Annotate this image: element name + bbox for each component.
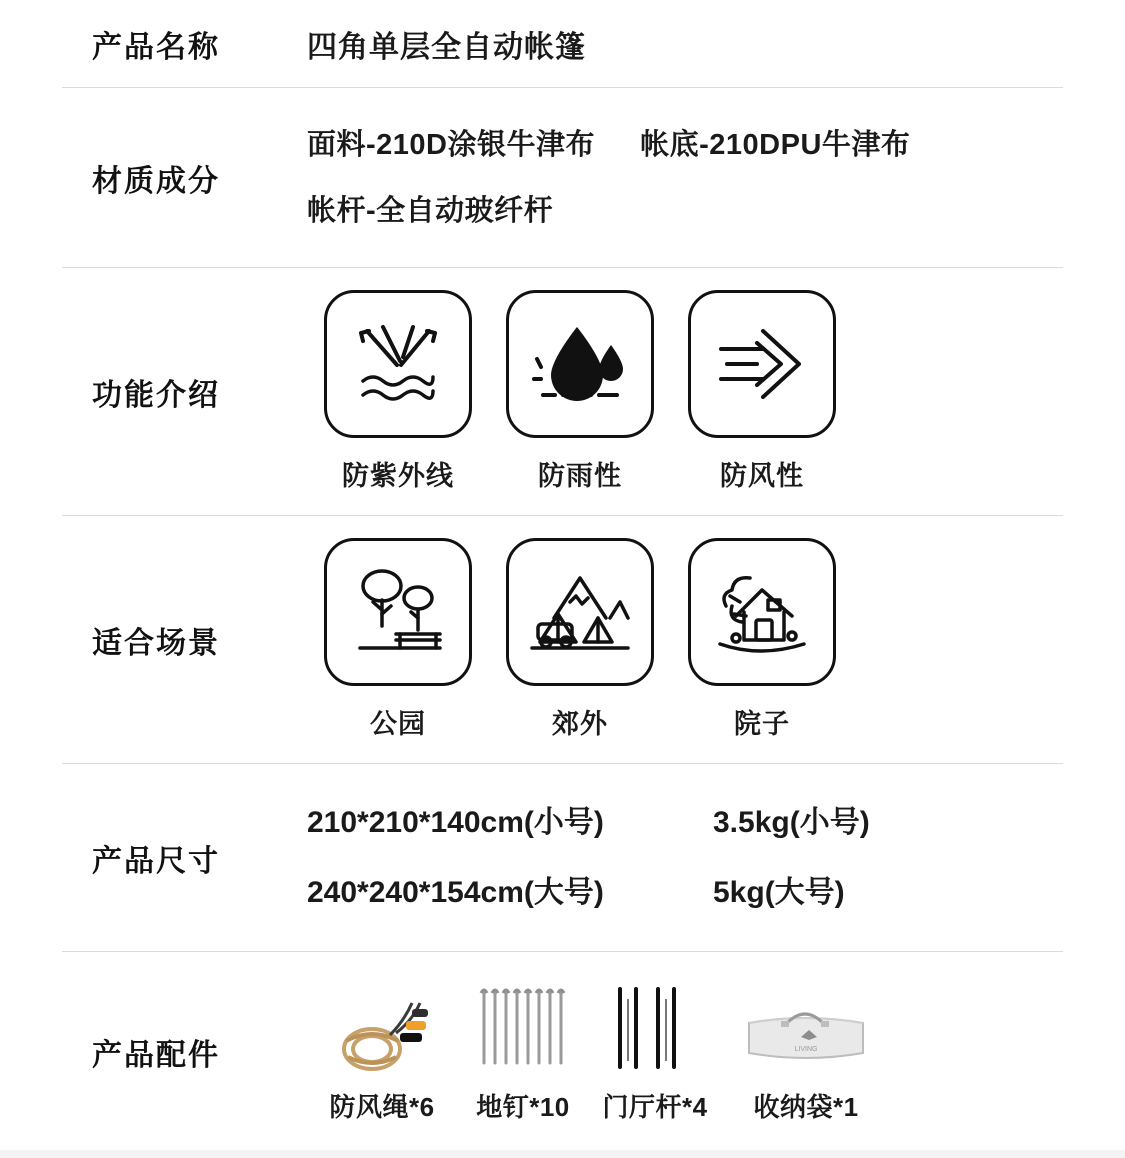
windproof-icon (688, 290, 836, 438)
tent-stake-icon (468, 981, 578, 1077)
material-floor: 帐底-210DPU牛津布 (640, 128, 911, 161)
feature-caption-rain: 防雨性 (538, 461, 622, 491)
yard-icon (688, 538, 836, 686)
spec-row-size (62, 764, 1063, 952)
scene-icon-group (307, 538, 1063, 741)
scene-caption-park: 公园 (370, 709, 426, 739)
spec-row-accessories (62, 952, 1063, 1152)
top-strip (0, 0, 1125, 4)
uv-protection-icon (324, 290, 472, 438)
row-value-material (307, 88, 1063, 267)
accessory-item-rope (307, 981, 457, 1124)
row-label-accessories: 产品配件 (92, 1039, 220, 1072)
row-label-material: 材质成分 (92, 164, 220, 198)
material-fabric: 面料-210D涂银牛津布 (307, 128, 595, 161)
product-name-text: 四角单层全自动帐篷 (307, 30, 586, 64)
park-icon (324, 538, 472, 686)
awning-pole-icon (600, 981, 710, 1077)
material-pole: 帐杆-全自动玻纤杆 (307, 194, 554, 227)
size-weight-large: 5kg(大号) (713, 875, 845, 909)
row-value-product-name (307, 0, 1063, 87)
spec-row-features (62, 268, 1063, 516)
scene-item-yard (671, 538, 853, 741)
spec-row-scenes (62, 516, 1063, 764)
accessory-caption-rope: 防风绳*6 (329, 1091, 435, 1122)
rainproof-icon (506, 290, 654, 438)
accessory-caption-bag: 收纳袋*1 (753, 1091, 859, 1122)
row-label-product-name: 产品名称 (92, 30, 220, 64)
feature-caption-wind: 防风性 (720, 461, 804, 491)
size-weight-small: 3.5kg(小号) (713, 805, 870, 839)
spec-row-material (62, 88, 1063, 268)
scene-caption-yard: 院子 (734, 709, 790, 739)
outdoors-icon (506, 538, 654, 686)
row-label-size: 产品尺寸 (92, 844, 220, 878)
row-value-scenes (307, 516, 1063, 763)
size-line-large (307, 858, 1063, 928)
bottom-strip (0, 1150, 1125, 1158)
material-line-2 (307, 178, 1063, 244)
svg-text:LIVING: LIVING (794, 1045, 818, 1053)
size-dimension-large: 240*240*154cm(大号) (307, 875, 604, 909)
size-dimension-small: 210*210*140cm(小号) (307, 805, 604, 839)
accessory-caption-stake: 地钉*10 (476, 1091, 570, 1122)
feature-item-wind (671, 290, 853, 493)
spec-row-product-name (62, 0, 1063, 88)
storage-bag-icon (731, 981, 881, 1077)
feature-caption-uv: 防紫外线 (342, 461, 454, 491)
feature-item-rain (489, 290, 671, 493)
accessory-item-stake (457, 981, 589, 1124)
guy-rope-icon (322, 981, 442, 1077)
feature-icon-group (307, 290, 1063, 493)
scene-item-outdoors (489, 538, 671, 741)
row-value-features (307, 268, 1063, 515)
accessory-group (307, 981, 1063, 1124)
scene-caption-outdoors: 郊外 (552, 709, 608, 739)
scene-item-park (307, 538, 489, 741)
row-label-features: 功能介绍 (92, 378, 220, 412)
row-value-size (307, 764, 1063, 951)
row-label-scenes: 适合场景 (92, 626, 220, 660)
row-value-accessories (307, 952, 1063, 1152)
accessory-item-bag (721, 981, 891, 1124)
feature-item-uv (307, 290, 489, 493)
accessory-item-pole (589, 981, 721, 1124)
accessory-caption-pole: 门厅杆*4 (602, 1091, 708, 1122)
size-line-small (307, 788, 1063, 858)
material-line-1 (307, 112, 1063, 178)
